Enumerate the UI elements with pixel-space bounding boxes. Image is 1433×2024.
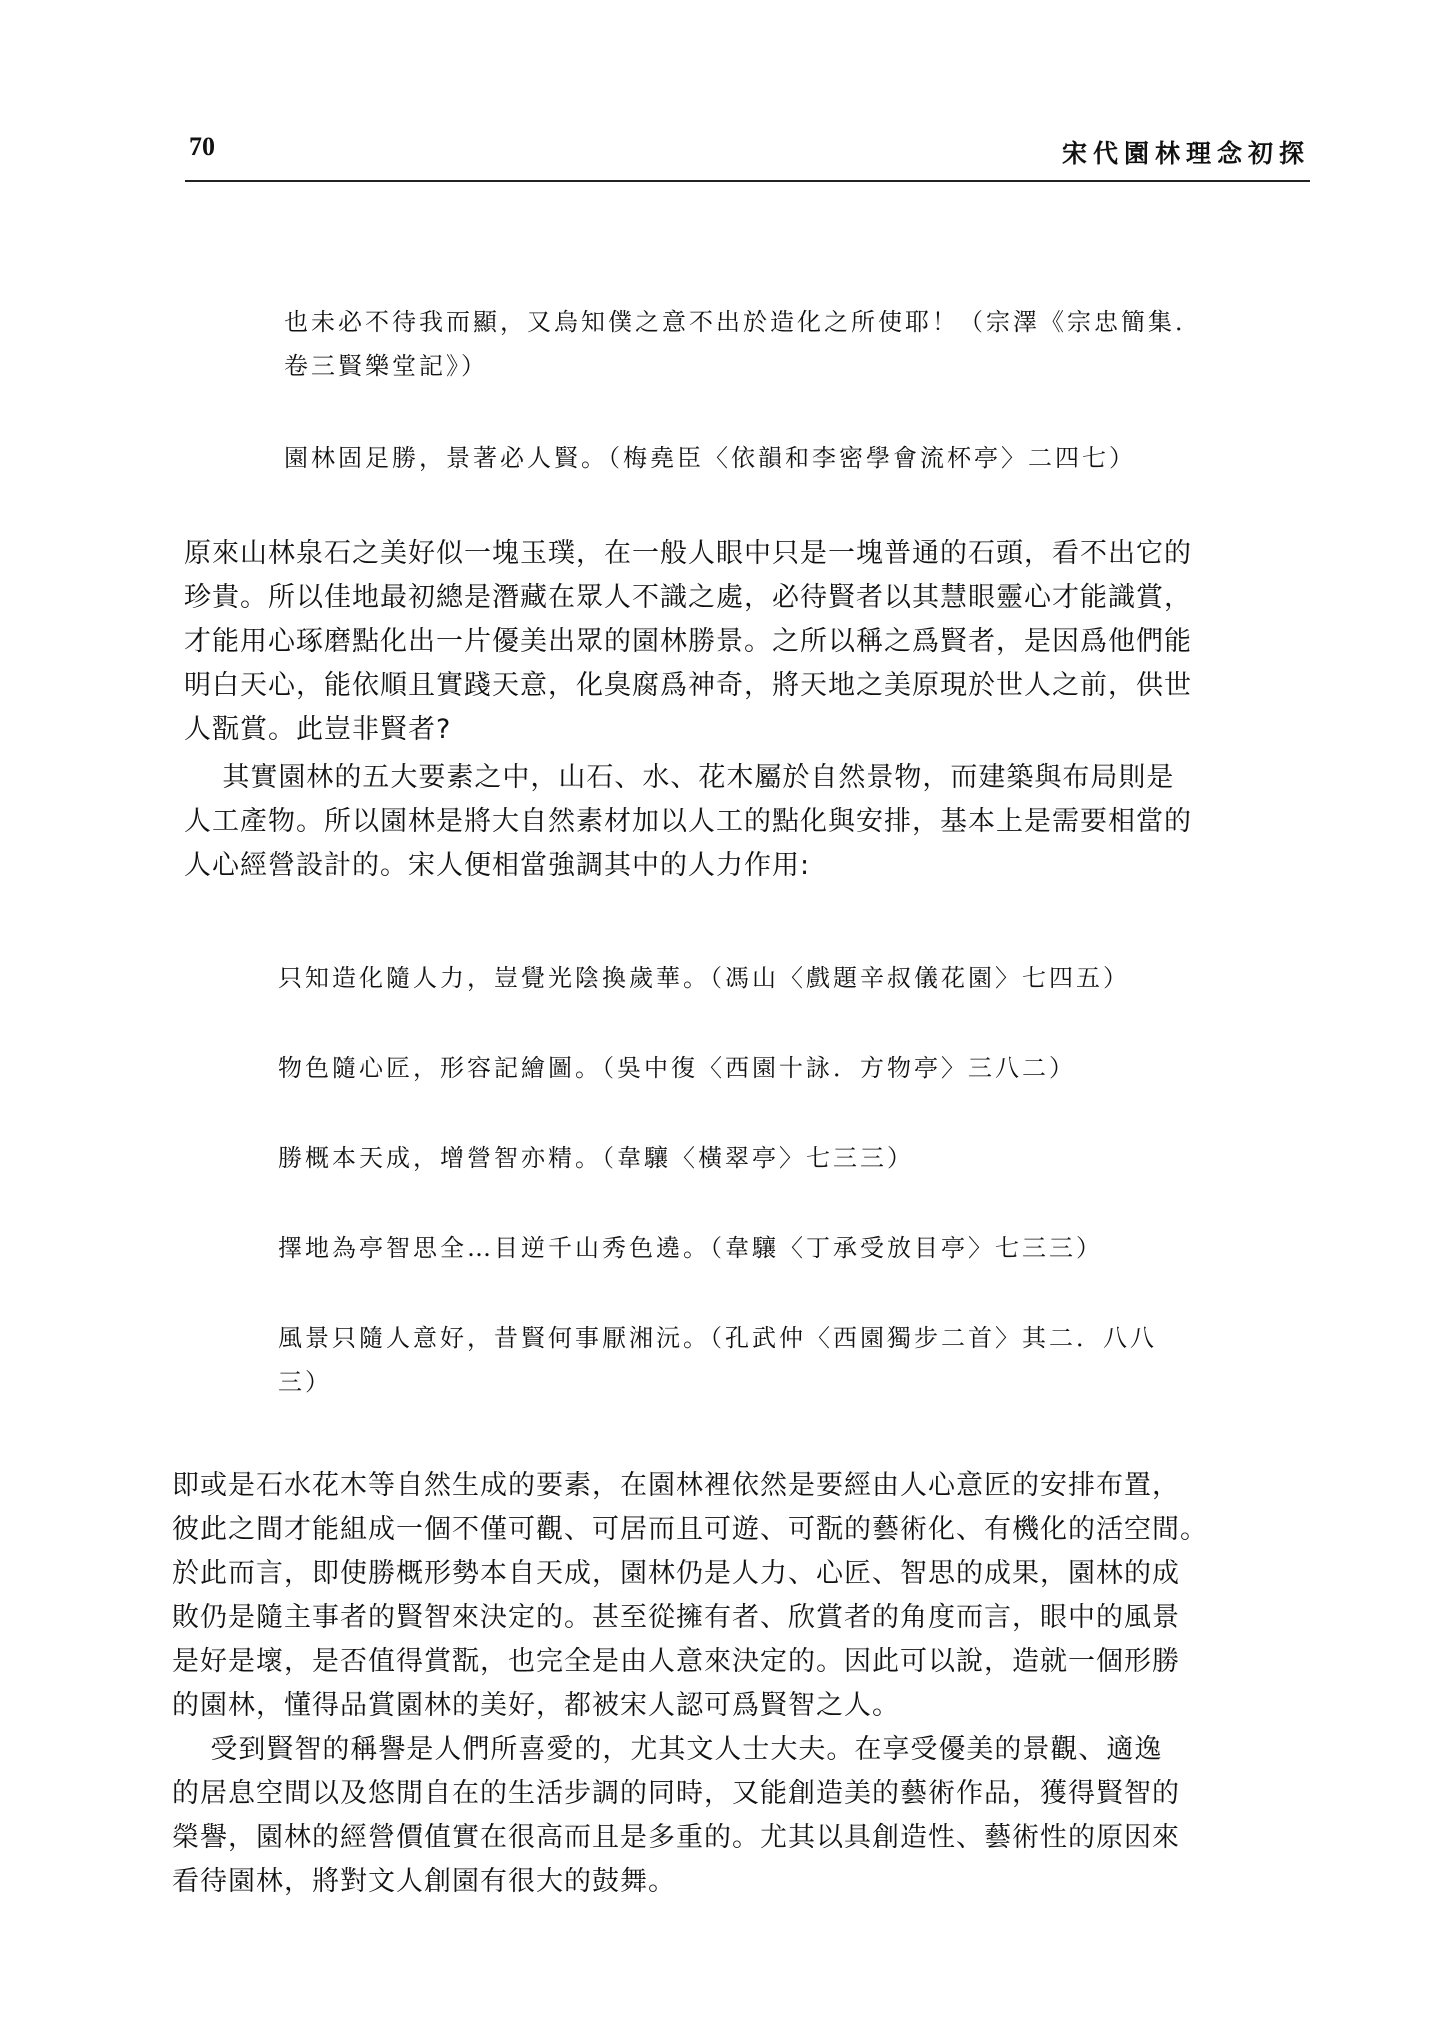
block-quote: 也未必不待我而顯，又烏知僕之意不出於造化之所使耶！（宗澤《宗忠簡集． 卷三賢樂堂記》） xyxy=(284,308,1202,380)
running-title: 宋代園林理念初探 xyxy=(1061,139,1310,168)
body-paragraph: 即或是石水花木等自然生成的要素，在園林裡依然是要經由人心意匠的安排布置， 彼此之間才能組成一個不僅可觀、可居而且可遊、可翫的藝術化、有機化的活空間。 於此而言，即使勝概形勢本自天成，園林仍是人力、心匠、智思的成果，園林的成 敗仍是隨主事者的賢智來決定的。甚至從擁有者、欣賞者的角度而言，眼中的風景 是好是壞，是否值得賞翫，也完全是由人意來決定的。因此可以說，造就一個形勝 的園林，懂得品賞園林的美好，都被宋人認可爲賢智之人。 xyxy=(172,1470,1208,1721)
block-quote: 勝概本天成，增營智亦精。（韋驤〈橫翠亭〉七三三） xyxy=(278,1144,914,1172)
block-quote: 只知造化隨人力，豈覺光陰換歲華。（馮山〈戲題辛叔儀花園〉七四五） xyxy=(278,964,1130,992)
block-quote: 風景只隨人意好，昔賢何事厭湘沅。（孔武仲〈西園獨步二首〉其二．八八 三） xyxy=(278,1324,1157,1396)
block-quote: 園林固足勝，景著必人賢。（梅堯臣〈依韻和李密學會流杯亭〉二四七） xyxy=(284,444,1136,472)
page-number: 70 xyxy=(189,132,215,161)
block-quote: 擇地為亭智思全…目逆千山秀色遶。（韋驤〈丁承受放目亭〉七三三） xyxy=(278,1234,1103,1262)
page-header xyxy=(185,128,1310,182)
block-quote: 物色隨心匠，形容記繪圖。（吳中復〈西園十詠．方物亭〉三八二） xyxy=(278,1054,1076,1082)
body-paragraph: 受到賢智的稱譽是人們所喜愛的，尤其文人士大夫。在享受優美的景觀、適逸 的居息空間以及悠閒自在的生活步調的同時，又能創造美的藝術作品，獲得賢智的 榮譽，園林的經營價值實在很高而且是多重的。尤其以具創造性、藝術性的原因來 看待園林，將對文人創園有很大的鼓舞。 xyxy=(172,1734,1180,1897)
body-paragraph: 其實園林的五大要素之中，山石、水、花木屬於自然景物，而建築與布局則是 人工產物。所以園林是將大自然素材加以人工的點化與安排，基本上是需要相當的 人心經營設計的。宋人便相當強調其中的人力作用: xyxy=(184,762,1192,881)
body-paragraph: 原來山林泉石之美好似一塊玉璞，在一般人眼中只是一塊普通的石頭，看不出它的 珍貴。所以佳地最初總是潛藏在眾人不識之處，必待賢者以其慧眼靈心才能識賞， 才能用心琢磨點化出一片優美出眾的園林勝景。之所以稱之爲賢者，是因爲他們能 明白天心，能依順且實踐天意，化臭腐爲神奇，將天地之美原現於世人之前，供世 人翫賞。此豈非賢者? xyxy=(184,538,1192,745)
